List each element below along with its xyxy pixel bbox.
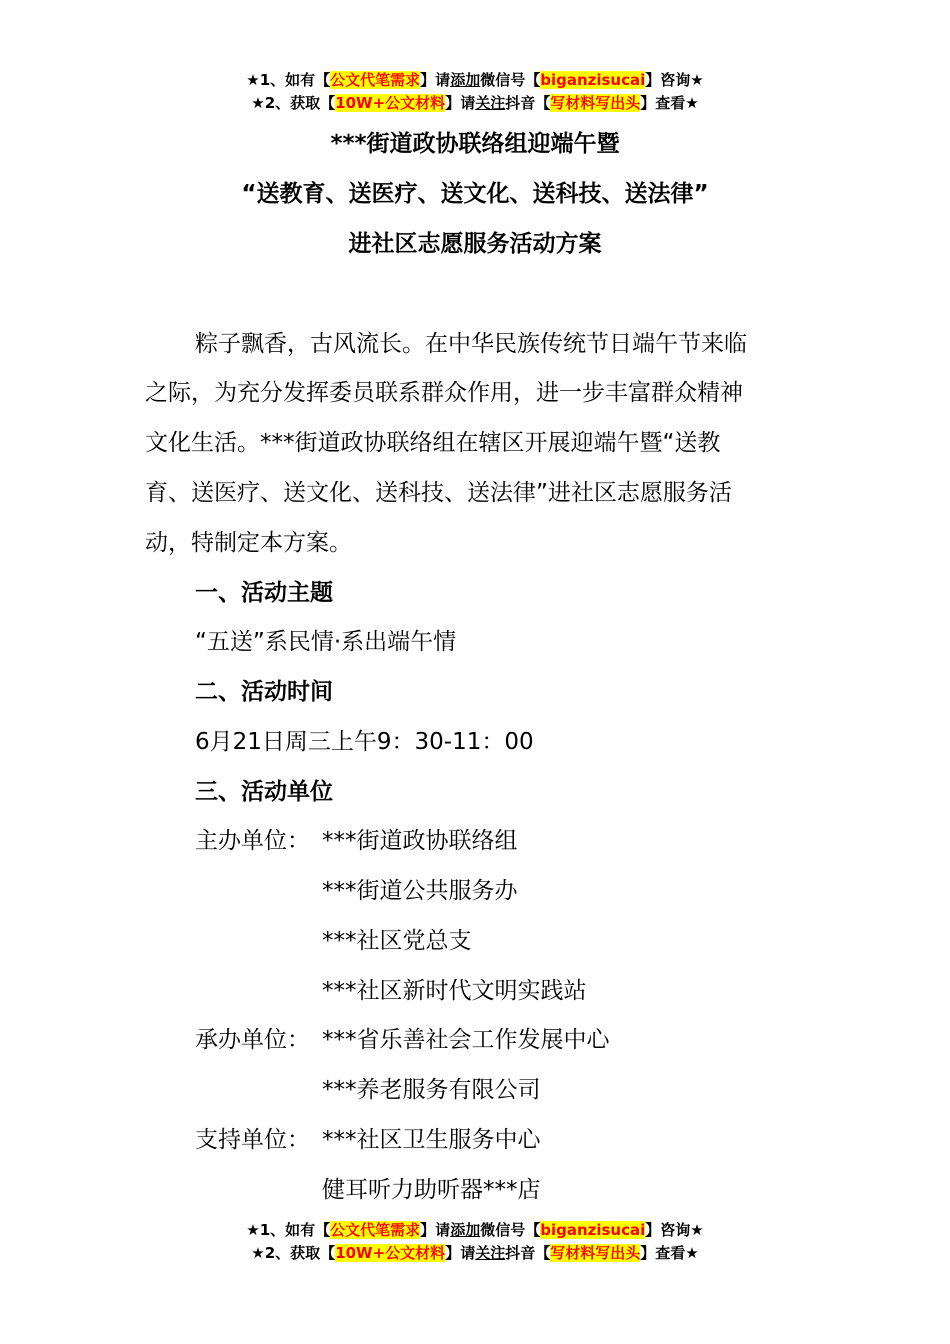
host-unit: ***社区党总支 [322, 928, 472, 954]
bottom-banner [0, 1219, 950, 1265]
highlight-wechat-id: biganzisucai [540, 1221, 646, 1239]
organizer-label: 承办单位： [195, 1027, 310, 1053]
intro-line-1: 粽子飘香，古风流长。在中华民族传统节日端午节来临 [195, 331, 747, 357]
organizer-unit: ***养老服务有限公司 [322, 1077, 541, 1103]
host-unit: ***街道公共服务办 [322, 878, 518, 904]
intro-line-4: 育、送医疗、送文化、送科技、送法律”进社区志愿服务活 [145, 480, 732, 506]
top-banner [0, 69, 950, 115]
host-unit: ***社区新时代文明实践站 [322, 978, 587, 1004]
host-label: 主办单位： [195, 828, 310, 854]
banner-line-1: ★1、如有【公文代笔需求】请添加微信号【biganzisucai】咨询★ [246, 1221, 704, 1239]
section-heading-time: 二、活动时间 [195, 679, 333, 705]
highlight-douyin: 写材料写出头 [550, 1244, 641, 1262]
highlight-wechat-id: biganzisucai [540, 71, 646, 89]
support-unit: ***社区卫生服务中心 [322, 1127, 541, 1153]
banner-line-2: ★2、获取【10W+公文材料】请关注抖音【写材料写出头】查看★ [251, 94, 699, 112]
page-title-line-2: “送教育、送医疗、送文化、送科技、送法律” [241, 181, 709, 207]
intro-line-2: 之际，为充分发挥委员联系群众作用，进一步丰富群众精神 [145, 380, 743, 406]
organizer-unit: ***省乐善社会工作发展中心 [322, 1027, 610, 1053]
highlight-service: 公文代笔需求 [330, 1221, 421, 1239]
support-unit: 健耳听力助听器***店 [322, 1177, 541, 1203]
intro-line-5: 动，特制定本方案。 [145, 530, 352, 556]
highlight-materials: 10W+公文材料 [335, 94, 446, 112]
section-heading-theme: 一、活动主题 [195, 580, 333, 606]
intro-line-3: 文化生活。***街道政协联络组在辖区开展迎端午暨“送教 [145, 430, 721, 456]
theme-text: “五送”系民情·系出端午情 [195, 629, 457, 655]
host-unit: ***街道政协联络组 [322, 828, 518, 854]
section-heading-units: 三、活动单位 [195, 779, 333, 805]
highlight-materials: 10W+公文材料 [335, 1244, 446, 1262]
support-label: 支持单位： [195, 1127, 310, 1153]
highlight-douyin: 写材料写出头 [550, 94, 641, 112]
page-title-line-1: ***街道政协联络组迎端午暨 [330, 131, 620, 157]
time-text: 6月21日周三上午9：30-11：00 [195, 729, 534, 755]
highlight-service: 公文代笔需求 [330, 71, 421, 89]
banner-line-1: ★1、如有【公文代笔需求】请添加微信号【biganzisucai】咨询★ [246, 71, 704, 89]
banner-line-2: ★2、获取【10W+公文材料】请关注抖音【写材料写出头】查看★ [251, 1244, 699, 1262]
page-title-line-3: 进社区志愿服务活动方案 [348, 231, 602, 257]
